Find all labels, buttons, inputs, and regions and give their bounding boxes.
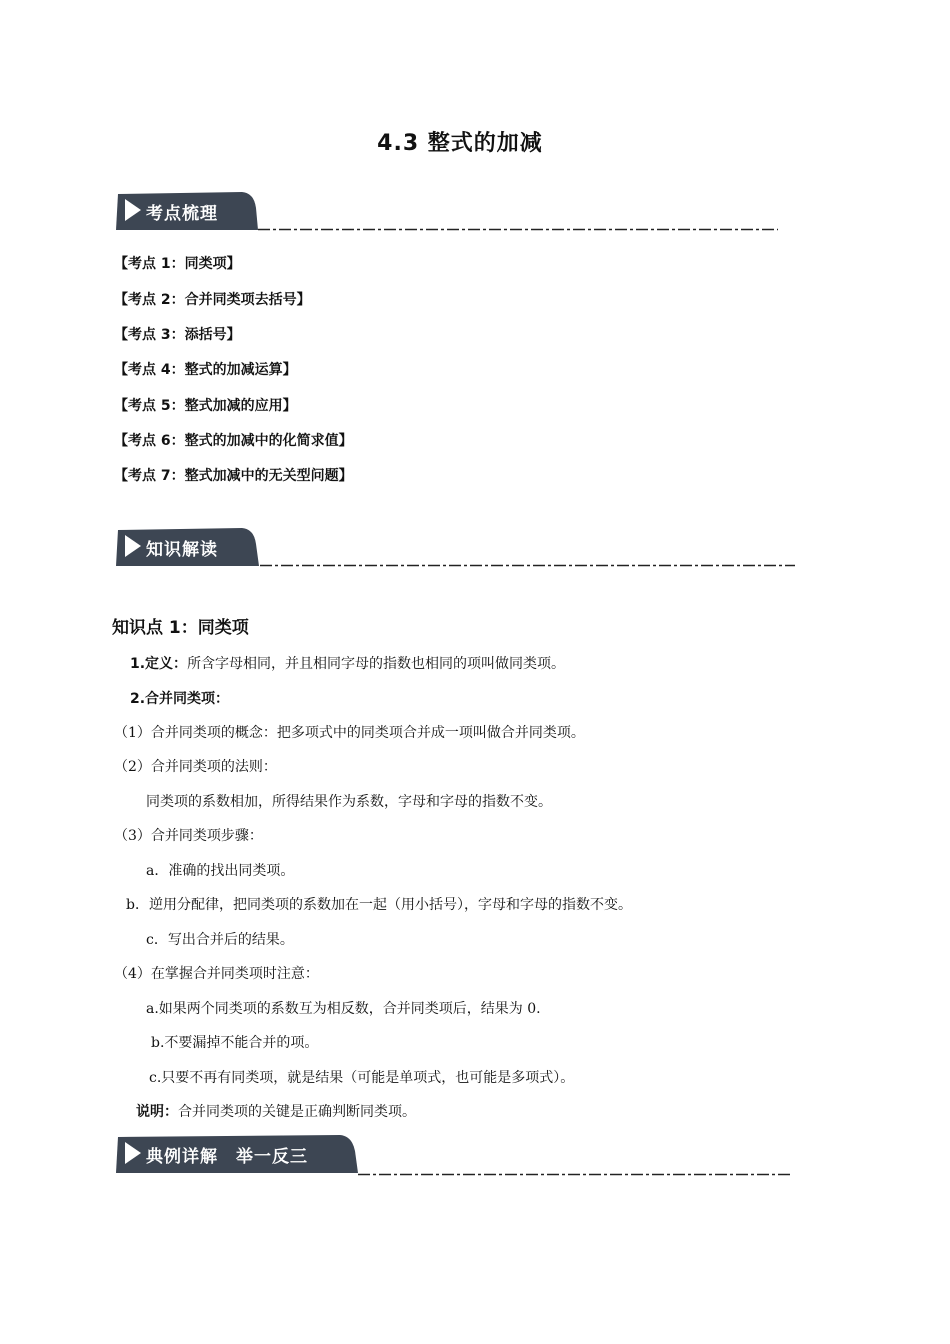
paragraph: 同类项的系数相加，所得结果作为系数，字母和字母的指数不变。 [146,794,552,810]
paragraph: （4）在掌握合并同类项时注意： [114,966,319,982]
step-item: c．写出合并后的结果。 [146,932,294,948]
paragraph: （2）合并同类项的法则： [114,759,277,775]
kaodian-item: 【考点 3：添括号】 [114,327,241,343]
dash-divider [258,228,778,231]
paragraph: （3）合并同类项步骤： [114,828,263,844]
note-item: c.只要不再有同类项，就是结果（可能是单项式，也可能是多项式）。 [149,1070,575,1086]
kaodian-item: 【考点 1：同类项】 [114,256,241,272]
kaodian-item: 【考点 6：整式的加减中的化简求值】 [114,433,353,449]
explanation-label: 说明： [136,1104,178,1120]
definition-text: 所含字母相同，并且相同字母的指数也相同的项叫做同类项。 [187,656,566,672]
note-item: a.如果两个同类项的系数互为相反数，合并同类项后，结果为 0. [146,1001,541,1017]
banner-label: 典例详解 举一反三 [146,1147,308,1167]
kaodian-item: 【考点 4：整式的加减运算】 [114,362,297,378]
explanation-line [136,1101,416,1121]
section-heading: 知识点 1：同类项 [112,618,249,638]
banner-zhishi [114,526,260,568]
kaodian-item: 【考点 2：合并同类项去括号】 [114,292,311,308]
definition-line [130,653,565,673]
kaodian-item: 【考点 7：整式加减中的无关型问题】 [114,468,353,484]
dash-divider [358,1173,793,1176]
explanation-text: 合并同类项的关键是正确判断同类项。 [178,1104,416,1120]
banner-kaodian [114,190,259,232]
step-item: b．逆用分配律，把同类项的系数加在一起（用小括号），字母和字母的指数不变。 [126,897,632,913]
paragraph: （1）合并同类项的概念：把多项式中的同类项合并成一项叫做合并同类项。 [114,725,585,741]
document-title: 4.3 整式的加减 [377,131,543,156]
banner-label: 考点梳理 [146,204,218,224]
banner-label: 知识解读 [146,540,218,560]
merge-heading: 2.合并同类项： [130,691,230,707]
step-item: a．准确的找出同类项。 [146,863,295,879]
note-item: b.不要漏掉不能合并的项。 [151,1035,319,1051]
banner-dianli [114,1133,359,1175]
definition-label: 1.定义： [130,656,188,672]
dash-divider [260,564,795,567]
kaodian-item: 【考点 5：整式加减的应用】 [114,398,297,414]
